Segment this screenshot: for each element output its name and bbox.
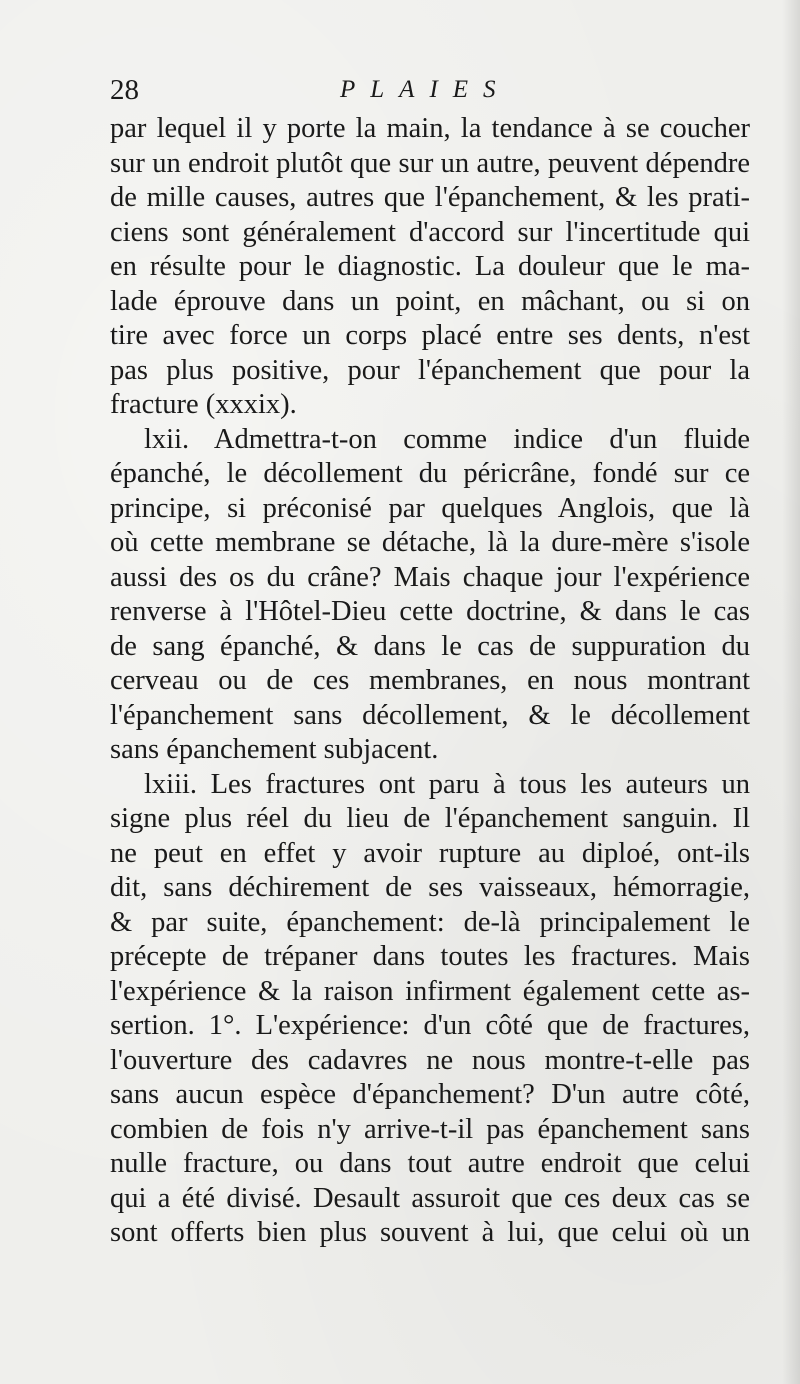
text-line: aussi des os du crâne? Mais chaque jour l'expérience [110, 561, 750, 593]
text-line: cerveau ou de ces membranes, en nous montrant [110, 665, 750, 696]
body-text [110, 112, 750, 1251]
text-line: sans épanchement subjacent. [110, 734, 439, 765]
text-line: principe, si préconisé par quelques Anglois, que là [110, 492, 750, 524]
text-line: fracture (xxxix). [110, 389, 297, 420]
text-line: signe plus réel du lieu de l'épanchement sanguin. Il [110, 803, 750, 834]
text-line: nulle fracture, ou dans tout autre endroit que celui [110, 1148, 750, 1179]
section-title: PLAIES [340, 76, 511, 103]
text-line: & par suite, épanchement: de-là principalement le [110, 906, 750, 938]
text-line: sertion. 1°. L'expérience: d'un côté que de fractures, [110, 1010, 750, 1041]
text-line: ne peut en effet y avoir rupture au diploé, ont-ils [110, 837, 750, 869]
text-line: ciens sont généralement d'accord sur l'incertitude qui [110, 216, 750, 248]
text-line: dit, sans déchirement de ses vaisseaux, hémorragie, [110, 872, 750, 903]
text-line: pas plus positive, pour l'épanchement que pour la [110, 354, 750, 386]
text-line: sans aucun espèce d'épanchement? D'un autre côté, [110, 1079, 750, 1110]
running-head [110, 70, 760, 110]
gutter-shadow [782, 0, 800, 1384]
paragraph-lxii-start: lxii. Admettra-t-on comme indice d'un fluide [144, 423, 750, 455]
text-line: où cette membrane se détache, là la dure-mère s'isole [110, 527, 750, 558]
text-line: lade éprouve dans un point, en mâchant, ou si on [110, 285, 750, 317]
text-line: de sang épanché, & dans le cas de suppuration du [110, 630, 750, 662]
text-line: qui a été divisé. Desault assuroit que ces deux cas se [110, 1182, 750, 1214]
text-line: sont offerts bien plus souvent à lui, que celui où un [110, 1217, 750, 1248]
page-number: 28 [110, 74, 139, 106]
text-line: par lequel il y porte la main, la tendance à se coucher [110, 113, 750, 144]
text-line: en résulte pour le diagnostic. La douleur que le ma- [110, 251, 750, 282]
text-line: épanché, le décollement du péricrâne, fondé sur ce [110, 458, 750, 489]
text-line: précepte de trépaner dans toutes les fractures. Mais [110, 941, 750, 972]
text-line: de mille causes, autres que l'épanchement, & les prati- [110, 182, 750, 213]
text-line: renverse à l'Hôtel-Dieu cette doctrine, & dans le cas [110, 596, 750, 627]
text-line: tire avec force un corps placé entre ses dents, n'est [110, 320, 750, 351]
text-line: l'ouverture des cadavres ne nous montre-t-elle pas [110, 1044, 750, 1076]
text-line: sur un endroit plutôt que sur un autre, peuvent dépendre [110, 147, 750, 179]
text-line: l'épanchement sans décollement, & le décollement [110, 699, 750, 731]
text-line: combien de fois n'y arrive-t-il pas épanchement sans [110, 1113, 750, 1145]
text-line: l'expérience & la raison infirment également cette as- [110, 975, 750, 1007]
paragraph-lxiii-start: lxiii. Les fractures ont paru à tous les auteurs un [144, 768, 750, 800]
